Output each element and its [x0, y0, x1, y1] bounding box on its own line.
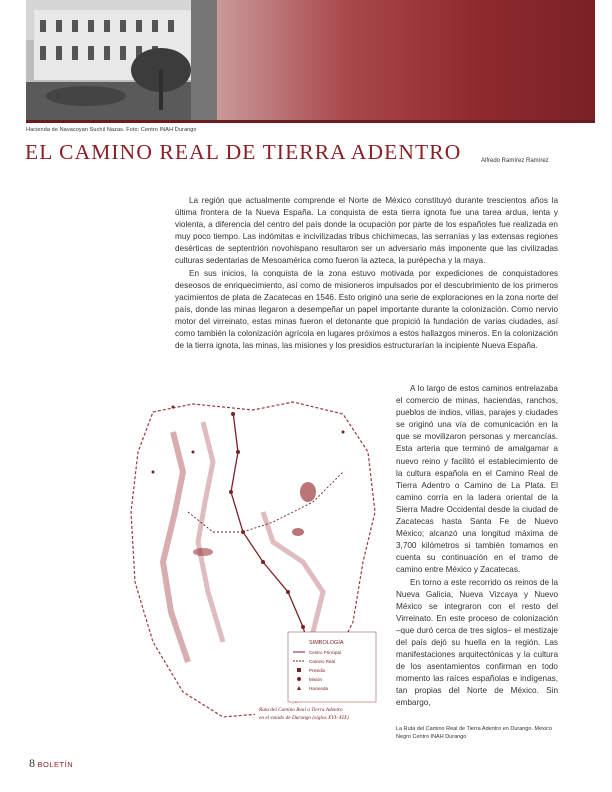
paragraph: En torno a este recorrido os reinos de la Nueva Galicia, Nueva Vizcaya y Nuevo México se integraron con el resto del Virreinato. En este proceso de colonización –que duró cerca de tres siglos– el mestizaje del país dejó su huella en la región. Las manifestaciones arquitectónicas y la cultura de los asentamientos confirman en todo momento las raíces españolas e indígenas, tan propias del Norte de México. Sin embargo, [396, 577, 558, 708]
legend-item: Camino Real [309, 659, 336, 664]
route-map [113, 392, 386, 722]
photo-caption: Hacienda de Navacoyan Suchil Nazas. Foto: Centro INAH Durango [26, 127, 197, 133]
intro-text [175, 195, 558, 352]
legend-item: Centro Principal [309, 650, 342, 655]
map-cartouche-line2: en el estado de Durango (siglos XVI–XIX) [259, 715, 349, 721]
header-band [217, 0, 595, 120]
article-title: EL CAMINO REAL DE TIERRA ADENTRO [25, 140, 462, 164]
legend-title: SIMBOLOGÍA [309, 640, 344, 646]
paragraph: En sus inicios, la conquista de la zona estuvo motivada por expediciones de conquistadores deseosos de enriquecimiento, así como de misioneros impulsados por el descubrimiento de los primeros yacimientos de plata de Zacatecas en 1546. Esto originó una serie de exploraciones en la zona norte del país, donde las minas llegaron a desempeñar un papel importante durante la colonización. Como nervio motor del virreinato, estas minas fueron el detonante que propició la fundación de varias ciudades, así como también la colonización agrícola en lugares próximos a estos hallazgos mineros. En la colonización de la tierra ignota, las minas, las misiones y los presidios estructurarían la incipiente Nueva España. [175, 268, 558, 351]
right-column-text [396, 383, 558, 710]
legend-item: Hacienda [309, 686, 329, 691]
page-number: 8 [29, 756, 35, 770]
hacienda-photo [26, 0, 217, 120]
paragraph: La región que actualmente comprende el Norte de México constituyó durante trescientos años la última frontera de la Nueva España. La conquista de esta tierra ignota fue una tarea ardua, lenta y violenta, a diferencia del centro del país donde la ocupación por parte de los españoles fue realizada en muy poco tiempo. Las indómitas e incivilizadas tribus chichimecas, las serranías y las extensas regiones desérticas de septentrión novohispano resultaron ser un adversario más imponente que las civilizadas culturas sedentarias de Mesoamérica como fueron la azteca, la purépecha y la maya. [175, 196, 558, 266]
publication-name: BOLETÍN [37, 760, 74, 769]
legend-item: Presidio [309, 668, 326, 673]
paragraph: A lo largo de estos caminos entrelazaba el comercio de minas, haciendas, ranchos, pueblos de indios, villas, parajes y ciudades se originó una vía de comunicación en la que se movilizaron personas y mercancías. Esta arteria que terminó de amalgamar a nuevo reino y facilitó el establecimiento de la cultura española en el Camino Real de Tierra Adentro o Camino de La Plata. El camino corría en la ladera oriental de la Sierra Madre Occidental desde la ciudad de Zacatecas hasta Santa Fe de Nuevo México; alcanzó una longitud máxima de 3,700 kilómetros si también tomamos en cuenta su continuación en el tramo de camino entre México y Zacatecas. [396, 384, 558, 575]
header-rule [26, 120, 595, 123]
author-name: Alfredo Ramírez Ramírez [481, 158, 549, 164]
map-caption: La Ruta del Camino Real de Tierra Adentro en Durango. Mexico Negro Centro INAH Durango [396, 726, 552, 740]
page-footer [29, 756, 73, 771]
map-cartouche-line1: Ruta del Camino Real a Tierra Adentro [259, 707, 343, 713]
legend-item: Misión [309, 677, 323, 682]
